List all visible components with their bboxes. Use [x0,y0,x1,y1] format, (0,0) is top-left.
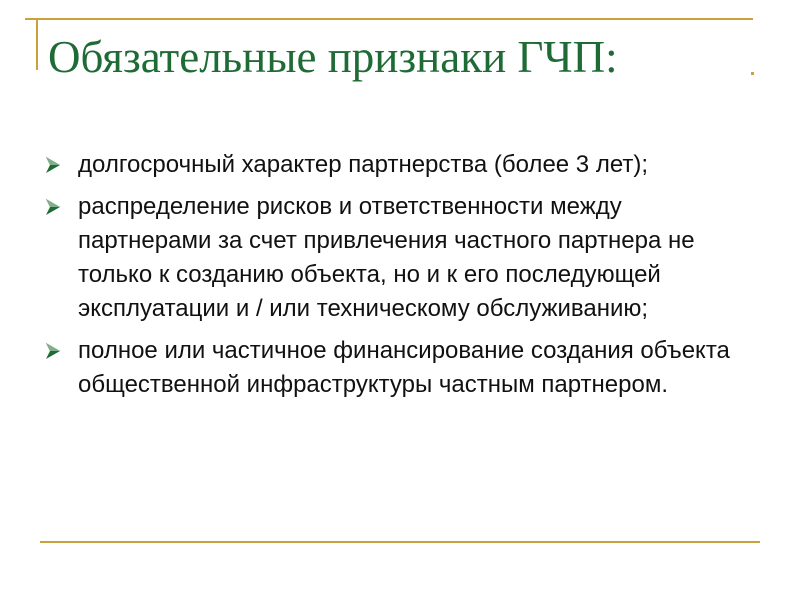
bullet-text: полное или частичное финансирование создания объекта общественной инфраструктуры частным партнером. [78,337,730,398]
corner-mark [751,72,754,75]
left-rule [36,18,38,70]
bottom-rule [40,541,760,543]
arrow-bullet-icon [45,156,61,174]
slide-title: Обязательные признаки ГЧП: [48,32,618,82]
bullet-item [45,334,745,402]
top-rule [25,18,753,20]
bullet-list [45,148,745,410]
arrow-bullet-icon [45,198,61,216]
bullet-item [45,190,745,326]
bullet-item [45,148,745,182]
bullet-text: долгосрочный характер партнерства (более 3 лет); [78,151,649,178]
arrow-bullet-icon [45,342,61,360]
bullet-text: распределение рисков и ответственности между партнерами за счет привлечения частного партнера не только к созданию объекта, но и к его последующей эксплуатации и / или техническому обслуживанию; [78,193,695,322]
